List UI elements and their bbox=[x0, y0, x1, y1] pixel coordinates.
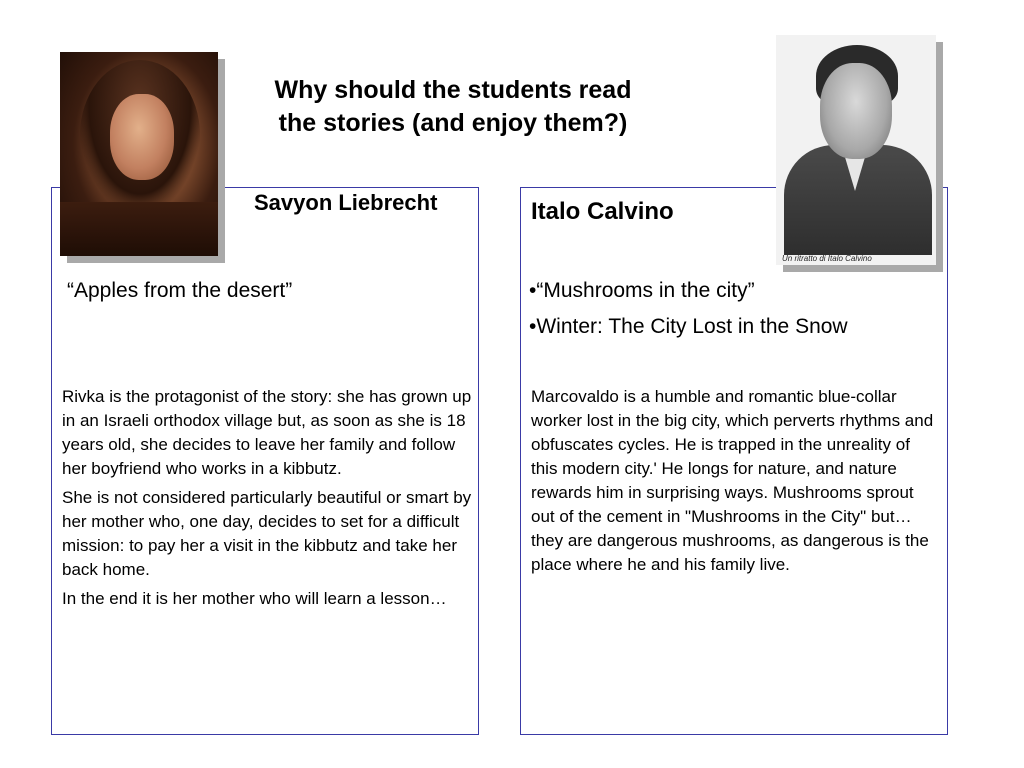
summary-paragraph: Marcovaldo is a humble and romantic blue-collar worker lost in the big city, which perverts rhythms and obfuscates cycles. He is trapped in the unreality of this modern city.' He longs for nature, and nature rewards him in surprising ways. Mushrooms sprout out of the cement in "Mushrooms in the City" but… they are dangerous mushrooms, as dangerous is the place where he and his family live. bbox=[531, 387, 934, 574]
page-title bbox=[236, 74, 670, 140]
story-item: •Winter: The City Lost in the Snow bbox=[529, 315, 848, 338]
liebrecht-photo bbox=[60, 52, 218, 256]
liebrecht-portrait bbox=[60, 52, 218, 256]
author-liebrecht: Savyon Liebrecht bbox=[254, 190, 438, 215]
calvino-portrait bbox=[776, 35, 936, 265]
story-title-apples: “Apples from the desert” bbox=[67, 279, 293, 302]
portrait-face bbox=[110, 94, 174, 180]
summary-paragraph: Rivka is the protagonist of the story: she has grown up in an Israeli orthodox village but, as soon as she is 18 years old, she decides to leave her family and follow her boyfriend who works in a kibbutz. bbox=[62, 387, 472, 478]
author-calvino: Italo Calvino bbox=[531, 198, 674, 225]
title-line-1: Why should the students read bbox=[274, 76, 632, 104]
portrait-face bbox=[820, 63, 892, 159]
calvino-photo bbox=[776, 35, 936, 265]
title-line-2: the stories (and enjoy them?) bbox=[278, 109, 628, 137]
photo-caption: Un ritratto di Italo Calvino bbox=[782, 254, 872, 263]
summary-paragraph: In the end it is her mother who will learn a lesson… bbox=[62, 589, 447, 608]
calvino-stories-list bbox=[529, 279, 848, 351]
story-item: •“Mushrooms in the city” bbox=[529, 279, 755, 302]
calvino-summary bbox=[531, 385, 941, 582]
summary-paragraph: She is not considered particularly beautiful or smart by her mother who, one day, decides to set for a difficult mission: to pay her a visit in the kibbutz and take her back home. bbox=[62, 488, 472, 579]
portrait-body bbox=[60, 202, 218, 256]
liebrecht-summary bbox=[62, 385, 472, 616]
